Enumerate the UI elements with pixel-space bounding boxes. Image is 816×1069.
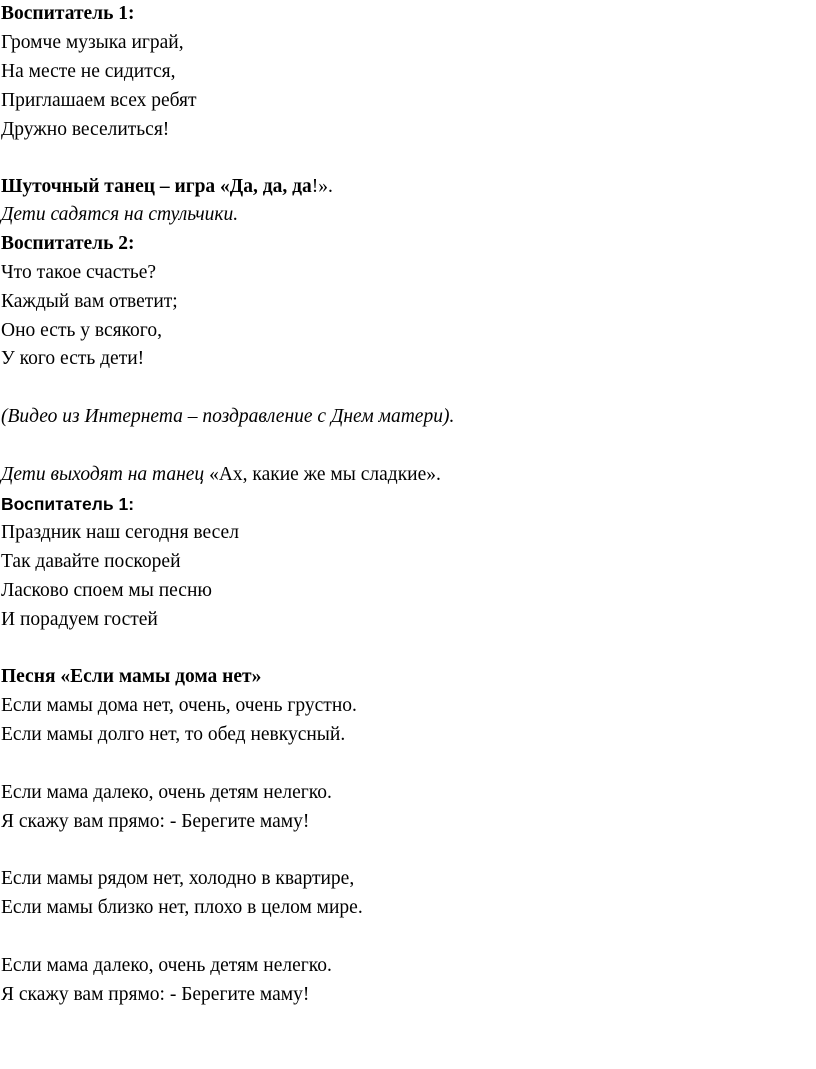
speaker-heading: Воспитатель 1: bbox=[1, 3, 135, 24]
song-line: Я скажу вам прямо: - Берегите маму! bbox=[1, 811, 310, 832]
poem-line: Так давайте поскорей bbox=[1, 551, 181, 572]
dance-title-bold: Шуточный танец – игра «Да, да, да bbox=[1, 176, 312, 197]
song-line: Если мамы дома нет, очень, очень грустно. bbox=[1, 695, 357, 716]
poem-line: Оно есть у всякого, bbox=[1, 320, 162, 341]
dance-title bbox=[1, 174, 333, 200]
poem-line: У кого есть дети! bbox=[1, 348, 145, 369]
dance-direction-normal: «Ах, какие же мы сладкие». bbox=[204, 464, 441, 485]
speaker-heading: Воспитатель 2: bbox=[1, 233, 135, 254]
poem-line: Дружно веселиться! bbox=[1, 119, 170, 140]
dance-direction bbox=[1, 462, 441, 488]
poem-line: Громче музыка играй, bbox=[1, 32, 184, 53]
song-line: Если мама далеко, очень детям нелегко. bbox=[1, 782, 332, 803]
poem-line: Ласково споем мы песню bbox=[1, 580, 212, 601]
dance-direction-italic: Дети выходят на танец bbox=[1, 464, 205, 485]
video-note: (Видео из Интернета – поздравление с Днем матери). bbox=[1, 406, 455, 427]
speaker-heading: Воспитатель 1: bbox=[1, 494, 135, 514]
poem-line: Каждый вам ответит; bbox=[1, 291, 178, 312]
dance-title-tail: !». bbox=[311, 176, 333, 197]
poem-line: Что такое счастье? bbox=[1, 262, 157, 283]
poem-line: Праздник наш сегодня весел bbox=[1, 522, 239, 543]
poem-line: Приглашаем всех ребят bbox=[1, 90, 197, 111]
song-line: Если мамы рядом нет, холодно в квартире, bbox=[1, 868, 355, 889]
poem-line: На месте не сидится, bbox=[1, 61, 176, 82]
stage-direction: Дети садятся на стульчики. bbox=[1, 204, 239, 225]
song-line: Я скажу вам прямо: - Берегите маму! bbox=[1, 984, 310, 1005]
poem-line: И порадуем гостей bbox=[1, 609, 158, 630]
song-title: Песня «Если мамы дома нет» bbox=[1, 666, 262, 687]
song-line: Если мамы близко нет, плохо в целом мире. bbox=[1, 897, 363, 918]
song-line: Если мамы долго нет, то обед невкусный. bbox=[1, 724, 346, 745]
song-line: Если мама далеко, очень детям нелегко. bbox=[1, 955, 332, 976]
